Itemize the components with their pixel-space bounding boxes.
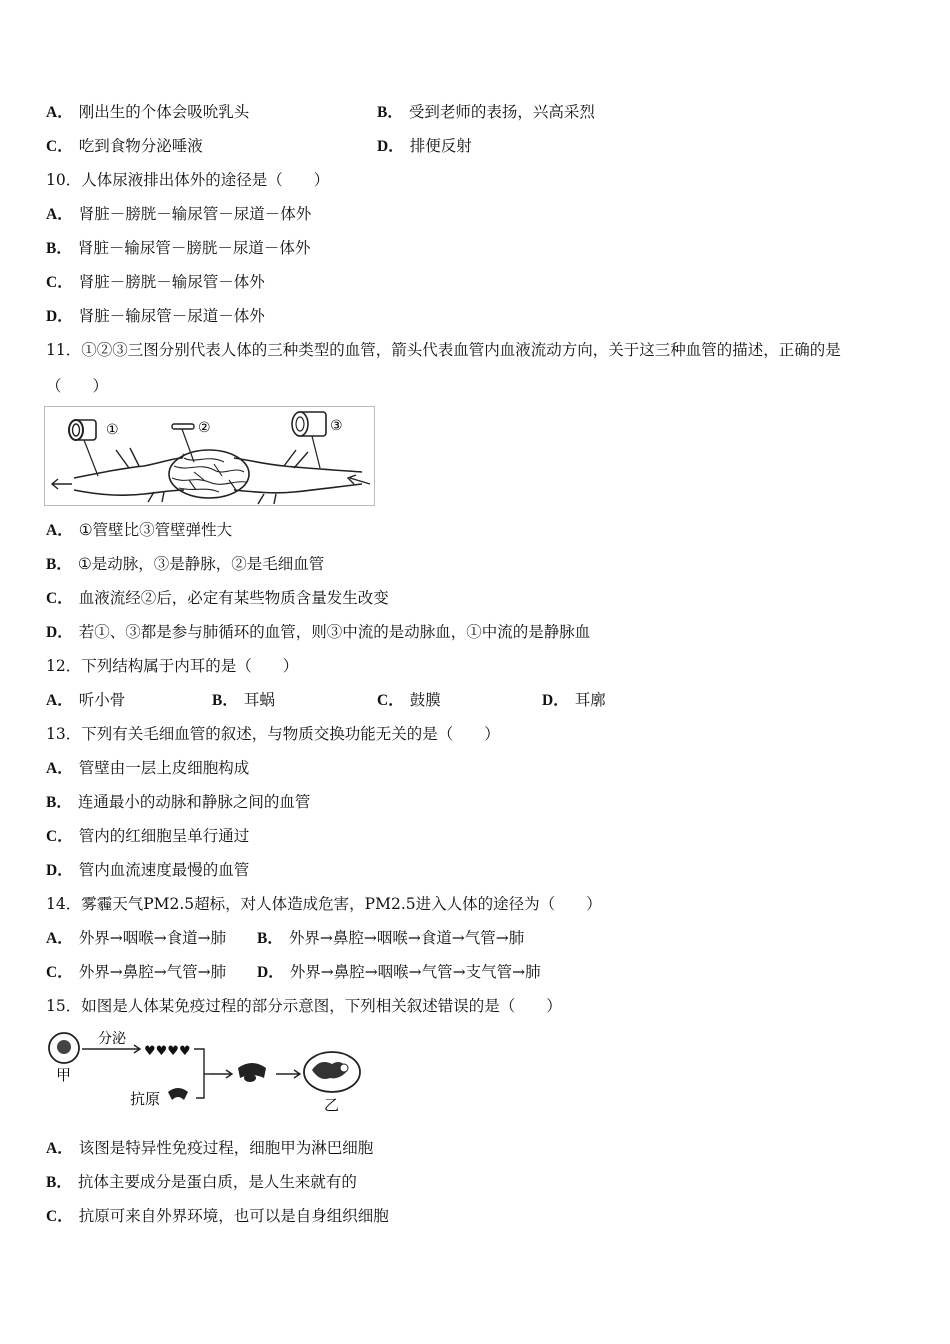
blood-vessel-figure — [44, 406, 378, 508]
q12-option-d: D． 耳廓 — [542, 691, 606, 709]
q15-option-b: B． 抗体主要成分是蛋白质，是人生来就有的 — [46, 1173, 357, 1191]
q12-option-b: B． 耳蜗 — [212, 691, 275, 709]
cell-label-b: 乙 — [324, 1096, 340, 1114]
vessel-label-1: ① — [106, 422, 119, 438]
vessel-label-3: ③ — [330, 418, 343, 434]
q11-option-a: A． ①管壁比③管壁弹性大 — [46, 521, 233, 539]
q10-option-c: C． 肾脏－膀胱－输尿管－体外 — [46, 273, 265, 291]
immune-process-figure — [44, 1028, 364, 1118]
cell-label-a: 甲 — [56, 1066, 72, 1084]
q13-option-d: D． 管内血流速度最慢的血管 — [46, 861, 250, 879]
q13-option-a: A． 管壁由一层上皮细胞构成 — [46, 759, 250, 777]
q9-option-a: A． 刚出生的个体会吸吮乳头 — [46, 103, 250, 121]
q14-option-b: B． 外界→鼻腔→咽喉→食道→气管→肺 — [257, 929, 525, 947]
q14-option-a: A． 外界→咽喉→食道→肺 — [46, 929, 227, 947]
q13-option-c: C． 管内的红细胞呈单行通过 — [46, 827, 250, 845]
q14-stem: 14．雾霾天气PM2.5超标，对人体造成危害，PM2.5进入人体的途径为（ ） — [46, 895, 602, 913]
q10-option-a: A． 肾脏－膀胱－输尿管－尿道－体外 — [46, 205, 312, 223]
q14-option-c: C． 外界→鼻腔→气管→肺 — [46, 963, 227, 981]
q12-stem: 12．下列结构属于内耳的是（ ） — [46, 657, 299, 675]
vessel-label-2: ② — [198, 420, 211, 436]
antigen-label: 抗原 — [130, 1090, 161, 1108]
q13-stem: 13．下列有关毛细血管的叙述，与物质交换功能无关的是（ ） — [46, 725, 500, 743]
q15-stem: 15．如图是人体某免疫过程的部分示意图，下列相关叙述错误的是（ ） — [46, 997, 562, 1015]
q11-option-b: B． ①是动脉，③是静脉，②是毛细血管 — [46, 555, 325, 573]
q12-option-c: C． 鼓膜 — [377, 691, 441, 709]
q11-stem-cont: （ ） — [46, 377, 109, 395]
q10-option-d: D． 肾脏－输尿管－尿道－体外 — [46, 307, 265, 325]
q10-option-b: B． 肾脏－输尿管－膀胱－尿道－体外 — [46, 239, 311, 257]
antibody-icons: ♥♥♥♥ — [144, 1044, 191, 1059]
q11-option-d: D． 若①、③都是参与肺循环的血管，则③中流的是动脉血，①中流的是静脉血 — [46, 623, 591, 641]
q9-option-c: C． 吃到食物分泌唾液 — [46, 137, 203, 155]
q9-option-b: B． 受到老师的表扬，兴高采烈 — [377, 103, 595, 121]
q14-option-d: D． 外界→鼻腔→咽喉→气管→支气管→肺 — [257, 963, 541, 981]
q11-option-c: C． 血液流经②后，必定有某些物质含量发生改变 — [46, 589, 389, 607]
q10-stem: 10．人体尿液排出体外的途径是（ ） — [46, 171, 330, 189]
q11-stem: 11．①②③三图分别代表人体的三种类型的血管，箭头代表血管内血液流动方向，关于这三种血管的描述，正确的是 — [46, 341, 841, 359]
q15-option-a: A． 该图是特异性免疫过程，细胞甲为淋巴细胞 — [46, 1139, 374, 1157]
q9-option-d: D． 排便反射 — [377, 137, 472, 155]
secrete-label: 分泌 — [98, 1031, 126, 1047]
q13-option-b: B． 连通最小的动脉和静脉之间的血管 — [46, 793, 311, 811]
q12-option-a: A． 听小骨 — [46, 691, 126, 709]
q15-option-c: C． 抗原可来自外界环境，也可以是自身组织细胞 — [46, 1207, 389, 1225]
